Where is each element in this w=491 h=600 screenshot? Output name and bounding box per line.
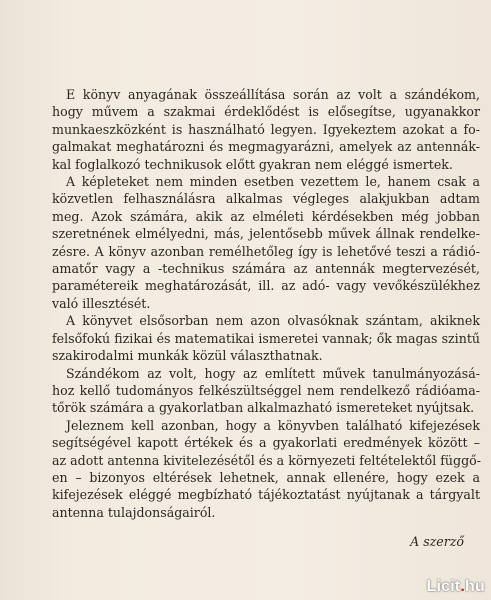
paragraph [52, 312, 480, 364]
text-line: felsőfokú fizikai és matematikai ismeretei vannak; ők magas szintű [52, 330, 480, 346]
text-line: szeretnének elmélyedni, más, jelentősebb művek állnak rendelke- [52, 226, 480, 242]
watermark-dot: . [460, 578, 466, 595]
text-line: kal foglalkozó technikusok előtt gyakran nem eléggé ismertek. [52, 156, 453, 172]
text-line: antenna tulajdonságairól. [52, 504, 216, 520]
licit-watermark [427, 578, 486, 596]
text-line: amatőr vagy a -technikus számára az antennák megtervezését, [52, 261, 480, 277]
text-line: az adott antenna kivitelezésétől és a környezeti feltételektől függő- [52, 452, 481, 468]
paragraph [52, 173, 480, 312]
preface-text [52, 86, 480, 521]
text-line: tőrök számára a gyakorlatban alkalmazható ismereteket nyújtsak. [52, 400, 475, 416]
text-line: hogy művem a szakmai érdeklődést is elősegítse, ugyanakkor [52, 104, 480, 120]
text-line: paramétereik meghatározását, ill. az adó- vagy vevőkészülékhez [52, 278, 480, 294]
text-line: szakirodalmi munkák közül választhatnak. [52, 348, 323, 364]
text-line: meg. Azok számára, akik az elméleti kérdésekben még jobban [52, 208, 480, 224]
watermark-part-2: hu [465, 578, 485, 595]
paragraph [52, 86, 480, 173]
author-signature: A szerző [410, 534, 464, 549]
text-line: közvetlen felhasználásra alkalmas végleges alakjukban adtam [52, 191, 480, 207]
text-line: zésre. A könyv azonban remélhetőleg így is lehetővé teszi a rádió- [52, 243, 480, 259]
text-line: Szándékom az volt, hogy az említett művek tanulmányozásá- [66, 365, 480, 381]
text-line: kifejezések eléggé megbízható tájékoztatást nyújtanak a tárgyalt [52, 487, 480, 503]
paragraph [52, 417, 480, 521]
paragraph [52, 365, 480, 417]
text-line: segítségével kapott értékek és a gyakorlati eredmények között – [52, 435, 480, 451]
text-line: A képleteket nem minden esetben vezettem le, hanem csak a [66, 174, 480, 190]
text-line: galmakat meghatározni és megmagyarázni, amelyek az antennák- [52, 139, 480, 155]
text-line: Jeleznem kell azonban, hogy a könyvben található kifejezések [66, 417, 480, 433]
text-line: E könyv anyagának összeállítása során az volt a szándékom, [66, 87, 480, 102]
text-line: en – bizonyos eltérések lehetnek, annak ellenére, hogy ezek a [52, 469, 480, 485]
text-line: munkaeszközként is használható legyen. Igyekeztem azokat a fo- [52, 121, 480, 137]
watermark-part-1: Licit [426, 578, 461, 595]
text-line: A könyvet elsősorban nem azon olvasóknak szántam, akiknek [66, 313, 480, 329]
text-line: hoz kellő tudományos felkészültséggel nem rendelkező rádióama- [52, 382, 480, 398]
text-line: való illesztését. [52, 295, 151, 311]
